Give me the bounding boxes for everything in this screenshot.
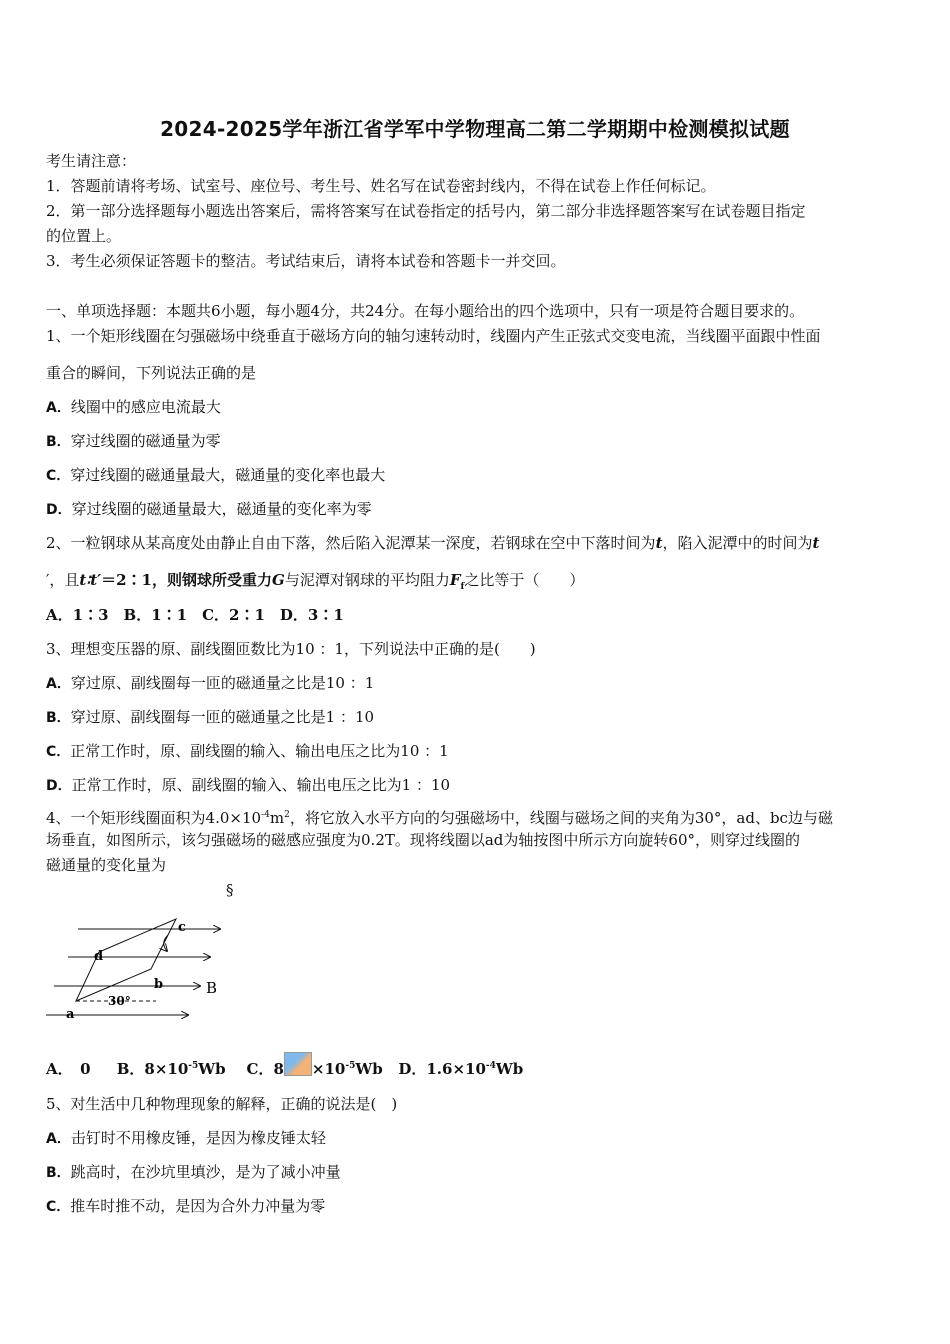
q2-stem-line1: 2、一粒钢球从某高度处由静止自由下落，然后陷入泥潭某一深度，若钢球在空中下落时间为t，陷入泥潭中的时间为t [46, 534, 820, 552]
q5-option-b: B．跳高时，在沙坑里填沙，是为了减小冲量 [46, 1163, 341, 1181]
q4-options: A． 0 B．$8\times 10^{-5}Wb$ C．$8 \times 10^{-5}Wb$ D．$1.6\times 10^{-4}Wb$ [46, 1052, 523, 1079]
q5-stem: 5、对生活中几种物理现象的解释，正确的说法是( ) [46, 1095, 398, 1113]
q2-options: A．1∶3 B．1∶1 C．2∶1 D．3∶1 [46, 606, 344, 624]
q1-option-b: B．穿过线圈的磁通量为零 [46, 432, 221, 450]
q2-stem-line2: ′，且t∶t′＝2∶1，则钢球所受重力G与泥潭对钢球的平均阻力$F_f$之比等于（ ） [46, 571, 585, 592]
angle-label: 30° [108, 994, 131, 1008]
q4-coil-figure [40, 905, 240, 1025]
q4-stem-line2: 场垂直，如图所示，该匀强磁场的磁感应强度为0.2T。现将线圈以ad为轴按图中所示方向旋转60°，则穿过线圈的 [46, 831, 800, 849]
notice-item-1: 1．答题前请将考场、试室号、座位号、考生号、姓名写在试卷密封线内，不得在试卷上作任何标记。 [46, 177, 716, 195]
label-d: d [94, 949, 104, 964]
label-B: B [206, 979, 218, 997]
q1-stem-line2: 重合的瞬间，下列说法正确的是 [46, 364, 257, 382]
notice-item-3: 3．考生必须保证答题卡的整洁。考试结束后，请将本试卷和答题卡一并交回。 [46, 252, 566, 270]
label-c: c [178, 920, 186, 935]
q5-option-c: C．推车时推不动，是因为合外力冲量为零 [46, 1197, 326, 1215]
label-b: b [154, 977, 164, 992]
q3-option-c: C．正常工作时，原、副线圈的输入、输出电压之比为10 ：1 [46, 742, 449, 760]
notice-item-2: 2．第一部分选择题每小题选出答案后，需将答案写在试卷指定的括号内，第二部分非选择题答案写在试卷题目指定 [46, 202, 806, 220]
q1-stem-line1: 1、一个矩形线圈在匀强磁场中绕垂直于磁场方向的轴匀速转动时，线圈内产生正弦式交变电流，当线圈平面跟中性面 [46, 327, 821, 345]
notice-item-2-cont: 的位置上。 [46, 227, 122, 245]
q3-stem: 3、理想变压器的原、副线圈匝数比为10 ：1，下列说法中正确的是( ) [46, 640, 536, 658]
q4-stem-line1: 4、一个矩形线圈面积为$4.0\times 10^{-4}m^2$，将它放入水平方向的匀强磁场中，线圈与磁场之间的夹角为30°，ad、bc边与磁 [46, 809, 833, 827]
q1-option-a: A．线圈中的感应电流最大 [46, 398, 221, 416]
q3-option-a: A．穿过原、副线圈每一匝的磁通量之比是10 ：1 [46, 674, 375, 692]
page-title: 2024-2025学年浙江省学军中学物理高二第二学期期中检测模拟试题 [160, 117, 790, 141]
q5-option-a: A．击钉时不用橡皮锤，是因为橡皮锤太轻 [46, 1129, 326, 1147]
q3-option-b: B．穿过原、副线圈每一匝的磁通量之比是1 ：10 [46, 708, 375, 726]
section-heading: 一、单项选择题：本题共6小题，每小题4分，共24分。在每小题给出的四个选项中，只有一项是符合题目要求的。 [46, 302, 805, 320]
q1-option-d: D．穿过线圈的磁通量最大，磁通量的变化率为零 [46, 500, 372, 518]
broken-image-icon [284, 1052, 312, 1076]
q1-option-c: C．穿过线圈的磁通量最大，磁通量的变化率也最大 [46, 466, 386, 484]
notice-heading: 考生请注意： [46, 152, 137, 170]
q3-option-d: D．正常工作时，原、副线圈的输入、输出电压之比为1 ：10 [46, 776, 451, 794]
label-a: a [66, 1007, 75, 1022]
q4-stem-line3: 磁通量的变化量为 [46, 856, 167, 874]
section-symbol: § [226, 881, 234, 899]
